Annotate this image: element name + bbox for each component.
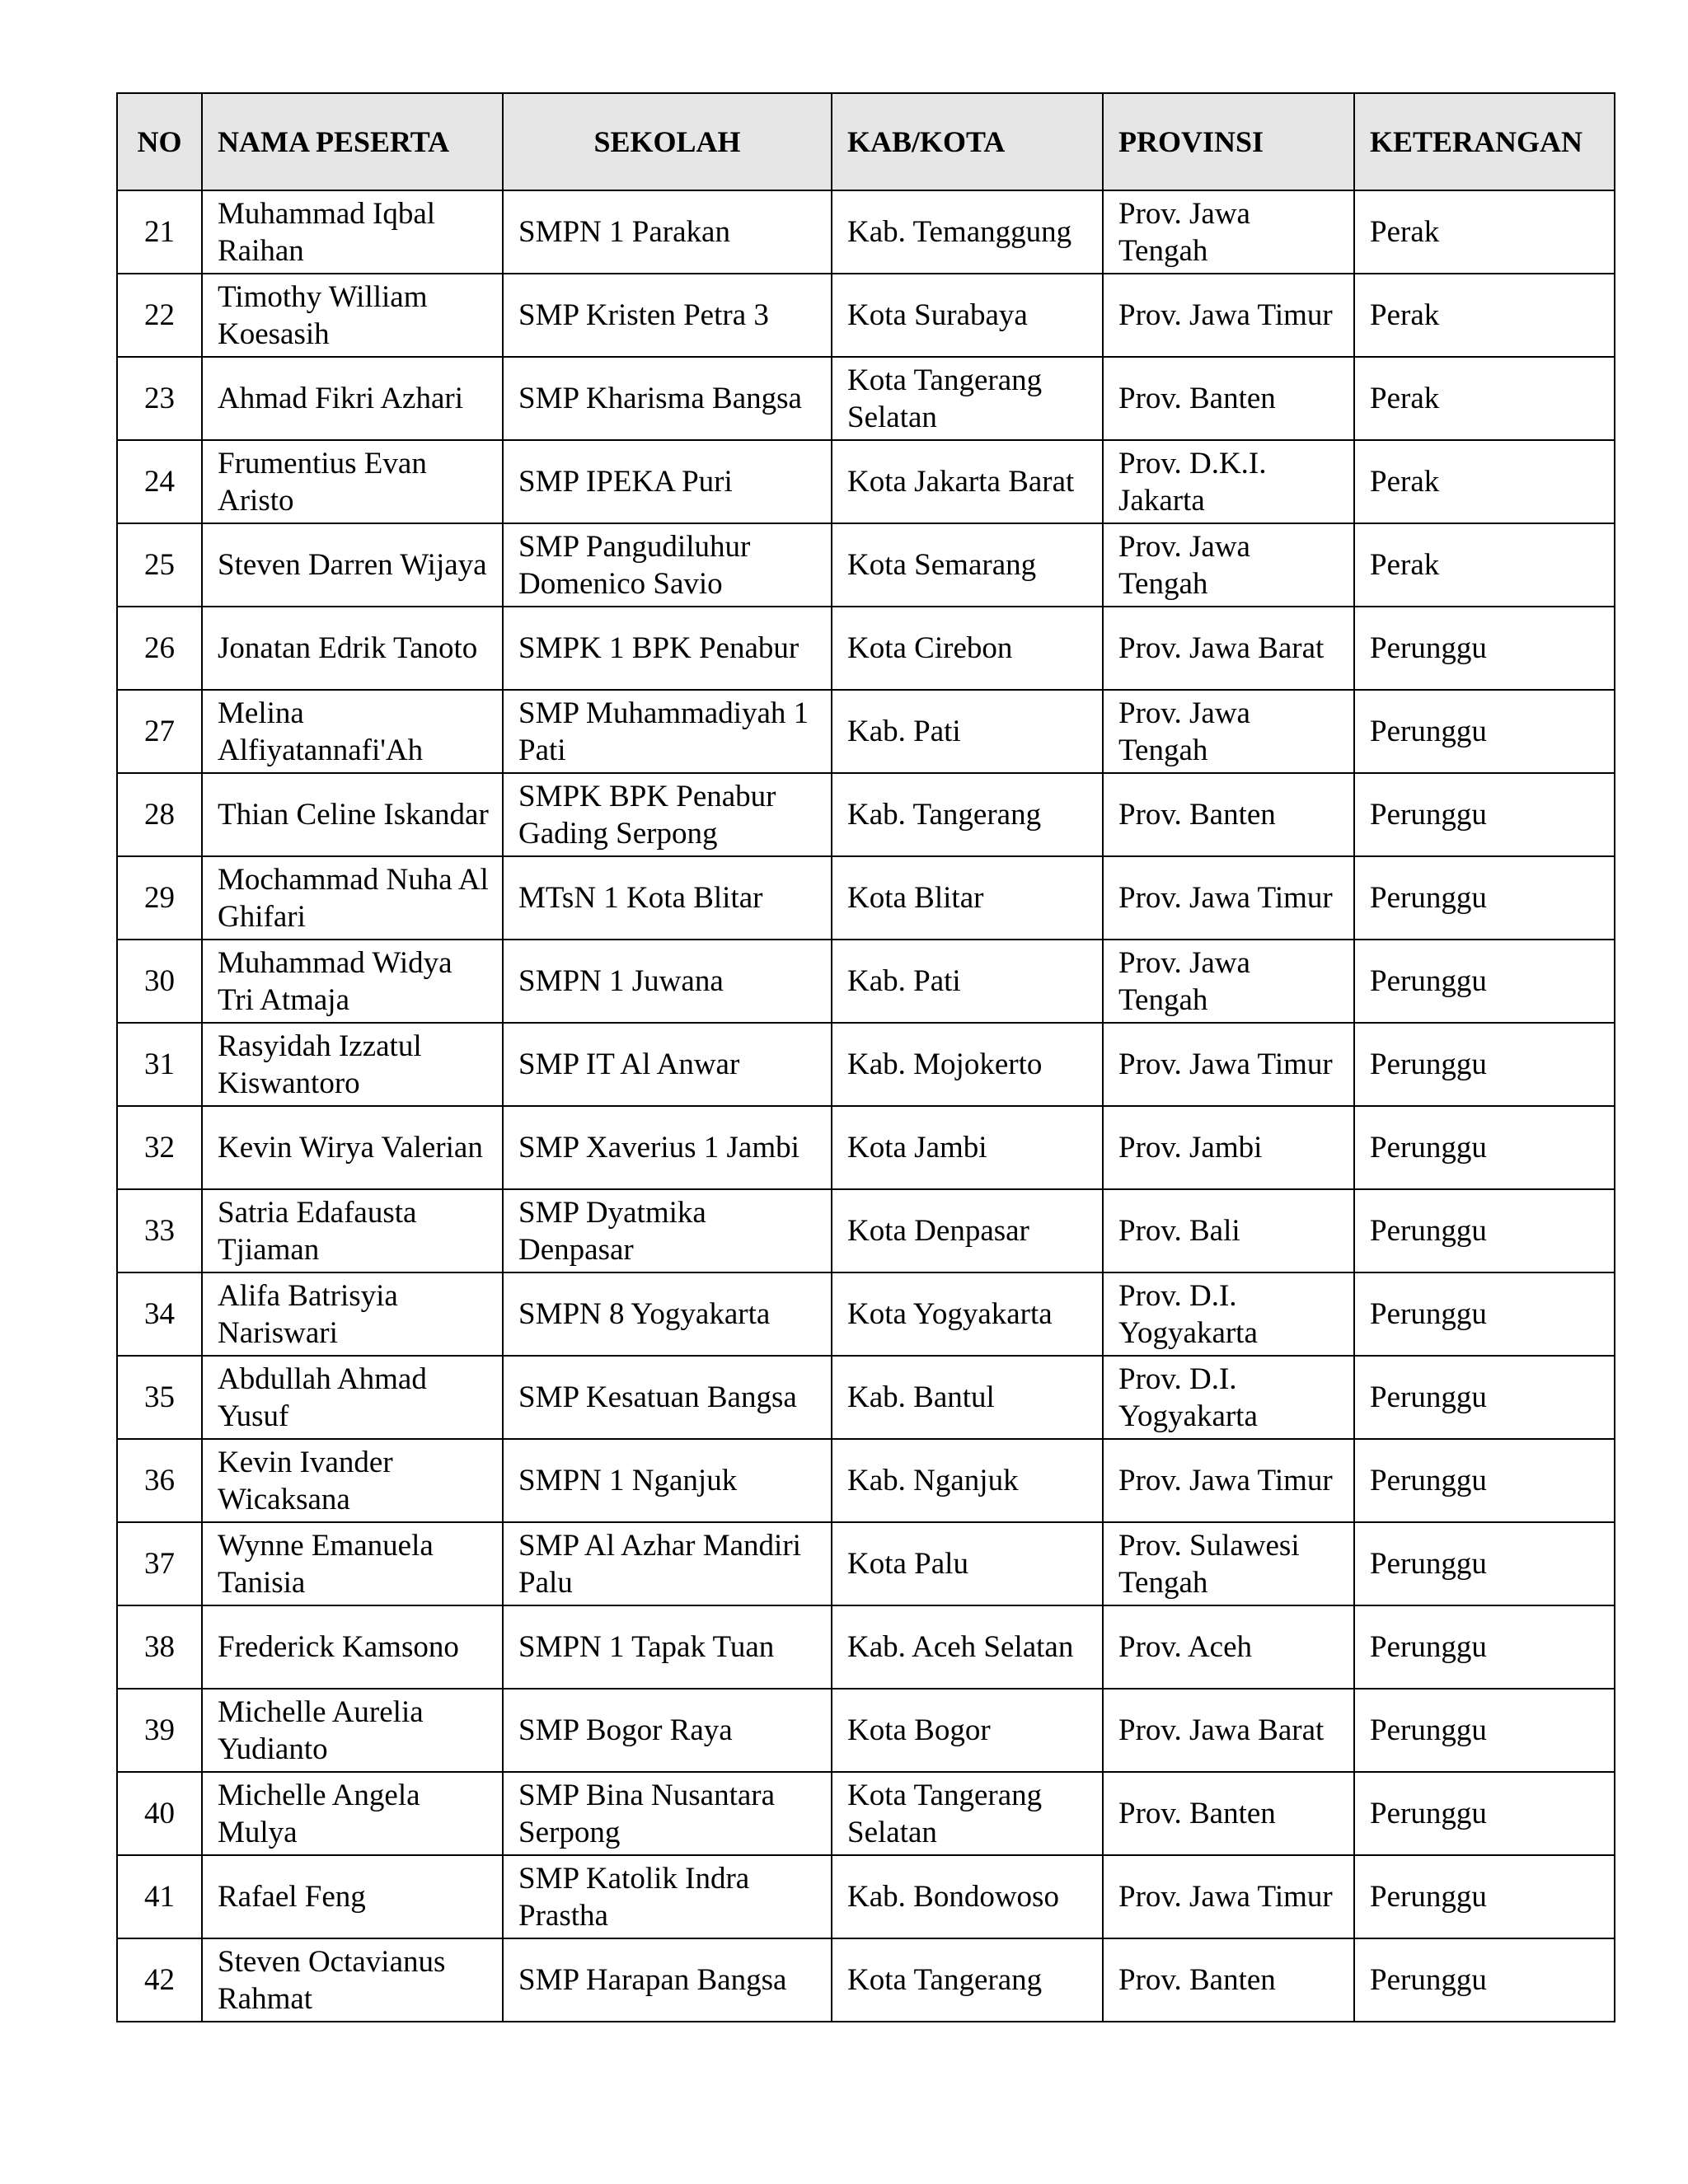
cell-no: 42 xyxy=(117,1938,202,2022)
table-row xyxy=(117,1356,1615,1439)
cell-remarks: Perunggu xyxy=(1354,1023,1615,1106)
cell-no: 21 xyxy=(117,190,202,274)
cell-participant-name: Timothy William Koesasih xyxy=(202,274,503,357)
cell-no: 36 xyxy=(117,1439,202,1522)
table-row xyxy=(117,1689,1615,1772)
cell-participant-name: Melina Alfiyatannafi'Ah xyxy=(202,690,503,773)
table-row xyxy=(117,1855,1615,1938)
cell-school: SMPK 1 BPK Penabur xyxy=(503,607,832,690)
cell-participant-name: Muhammad Iqbal Raihan xyxy=(202,190,503,274)
cell-participant-name: Michelle Angela Mulya xyxy=(202,1772,503,1855)
table-row xyxy=(117,856,1615,940)
cell-remarks: Perak xyxy=(1354,523,1615,607)
cell-province: Prov. Jawa Barat xyxy=(1103,1689,1354,1772)
cell-province: Prov. Jawa Timur xyxy=(1103,1439,1354,1522)
table-row xyxy=(117,523,1615,607)
cell-no: 26 xyxy=(117,607,202,690)
cell-no: 41 xyxy=(117,1855,202,1938)
cell-remarks: Perak xyxy=(1354,190,1615,274)
table-row xyxy=(117,1106,1615,1189)
header-remarks: KETERANGAN xyxy=(1354,93,1615,190)
cell-remarks: Perunggu xyxy=(1354,1689,1615,1772)
table-row xyxy=(117,190,1615,274)
cell-remarks: Perunggu xyxy=(1354,690,1615,773)
cell-province: Prov. D.I. Yogyakarta xyxy=(1103,1356,1354,1439)
cell-school: SMP Bogor Raya xyxy=(503,1689,832,1772)
cell-participant-name: Michelle Aurelia Yudianto xyxy=(202,1689,503,1772)
cell-school: SMPN 1 Nganjuk xyxy=(503,1439,832,1522)
cell-participant-name: Steven Octavianus Rahmat xyxy=(202,1938,503,2022)
cell-remarks: Perunggu xyxy=(1354,1855,1615,1938)
cell-school: SMPK BPK Penabur Gading Serpong xyxy=(503,773,832,856)
table-row xyxy=(117,274,1615,357)
cell-province: Prov. Banten xyxy=(1103,773,1354,856)
cell-participant-name: Steven Darren Wijaya xyxy=(202,523,503,607)
cell-regency-city: Kota Tangerang Selatan xyxy=(832,357,1103,440)
cell-remarks: Perunggu xyxy=(1354,940,1615,1023)
table-body xyxy=(117,190,1615,2022)
cell-province: Prov. Jawa Timur xyxy=(1103,1855,1354,1938)
table-row xyxy=(117,773,1615,856)
cell-no: 27 xyxy=(117,690,202,773)
table-row xyxy=(117,1189,1615,1272)
cell-school: SMP Al Azhar Mandiri Palu xyxy=(503,1522,832,1605)
cell-remarks: Perak xyxy=(1354,440,1615,523)
cell-participant-name: Alifa Batrisyia Nariswari xyxy=(202,1272,503,1356)
cell-regency-city: Kab. Pati xyxy=(832,940,1103,1023)
participants-table xyxy=(116,92,1615,2022)
cell-regency-city: Kota Jakarta Barat xyxy=(832,440,1103,523)
cell-regency-city: Kota Tangerang xyxy=(832,1938,1103,2022)
cell-participant-name: Frumentius Evan Aristo xyxy=(202,440,503,523)
cell-regency-city: Kota Tangerang Selatan xyxy=(832,1772,1103,1855)
cell-participant-name: Rafael Feng xyxy=(202,1855,503,1938)
cell-school: SMP IT Al Anwar xyxy=(503,1023,832,1106)
cell-school: SMP Pangudiluhur Domenico Savio xyxy=(503,523,832,607)
cell-school: SMP Kristen Petra 3 xyxy=(503,274,832,357)
cell-province: Prov. D.I. Yogyakarta xyxy=(1103,1272,1354,1356)
cell-participant-name: Thian Celine Iskandar xyxy=(202,773,503,856)
cell-province: Prov. Jawa Timur xyxy=(1103,274,1354,357)
cell-school: MTsN 1 Kota Blitar xyxy=(503,856,832,940)
cell-remarks: Perunggu xyxy=(1354,1772,1615,1855)
table-row xyxy=(117,1272,1615,1356)
cell-school: SMP Harapan Bangsa xyxy=(503,1938,832,2022)
table-row xyxy=(117,690,1615,773)
cell-no: 39 xyxy=(117,1689,202,1772)
cell-province: Prov. Jawa Tengah xyxy=(1103,690,1354,773)
cell-province: Prov. Jawa Tengah xyxy=(1103,190,1354,274)
cell-regency-city: Kota Denpasar xyxy=(832,1189,1103,1272)
cell-no: 24 xyxy=(117,440,202,523)
header-province: PROVINSI xyxy=(1103,93,1354,190)
cell-no: 31 xyxy=(117,1023,202,1106)
cell-school: SMP Muhammadiyah 1 Pati xyxy=(503,690,832,773)
cell-regency-city: Kab. Nganjuk xyxy=(832,1439,1103,1522)
cell-school: SMPN 1 Juwana xyxy=(503,940,832,1023)
cell-school: SMP Bina Nusantara Serpong xyxy=(503,1772,832,1855)
cell-participant-name: Wynne Emanuela Tanisia xyxy=(202,1522,503,1605)
cell-remarks: Perunggu xyxy=(1354,1272,1615,1356)
cell-remarks: Perunggu xyxy=(1354,1605,1615,1689)
cell-province: Prov. Bali xyxy=(1103,1189,1354,1272)
cell-province: Prov. Banten xyxy=(1103,1938,1354,2022)
cell-no: 38 xyxy=(117,1605,202,1689)
cell-regency-city: Kab. Bantul xyxy=(832,1356,1103,1439)
cell-province: Prov. Banten xyxy=(1103,357,1354,440)
cell-participant-name: Jonatan Edrik Tanoto xyxy=(202,607,503,690)
header-participant-name: NAMA PESERTA xyxy=(202,93,503,190)
cell-province: Prov. Sulawesi Tengah xyxy=(1103,1522,1354,1605)
cell-school: SMPN 1 Tapak Tuan xyxy=(503,1605,832,1689)
cell-remarks: Perunggu xyxy=(1354,1189,1615,1272)
table-row xyxy=(117,440,1615,523)
cell-participant-name: Kevin Ivander Wicaksana xyxy=(202,1439,503,1522)
cell-remarks: Perunggu xyxy=(1354,1522,1615,1605)
table-row xyxy=(117,1023,1615,1106)
cell-no: 37 xyxy=(117,1522,202,1605)
cell-participant-name: Rasyidah Izzatul Kiswantoro xyxy=(202,1023,503,1106)
header-row xyxy=(117,93,1615,190)
cell-no: 35 xyxy=(117,1356,202,1439)
cell-province: Prov. D.K.I. Jakarta xyxy=(1103,440,1354,523)
cell-school: SMP Katolik Indra Prastha xyxy=(503,1855,832,1938)
table-row xyxy=(117,1439,1615,1522)
cell-no: 40 xyxy=(117,1772,202,1855)
table-row xyxy=(117,1605,1615,1689)
cell-school: SMP Kharisma Bangsa xyxy=(503,357,832,440)
cell-regency-city: Kota Yogyakarta xyxy=(832,1272,1103,1356)
cell-no: 29 xyxy=(117,856,202,940)
table-row xyxy=(117,940,1615,1023)
cell-no: 23 xyxy=(117,357,202,440)
cell-regency-city: Kota Palu xyxy=(832,1522,1103,1605)
cell-regency-city: Kab. Mojokerto xyxy=(832,1023,1103,1106)
header-regency-city: KAB/KOTA xyxy=(832,93,1103,190)
cell-remarks: Perunggu xyxy=(1354,856,1615,940)
cell-school: SMPN 8 Yogyakarta xyxy=(503,1272,832,1356)
cell-school: SMP Xaverius 1 Jambi xyxy=(503,1106,832,1189)
cell-regency-city: Kota Bogor xyxy=(832,1689,1103,1772)
cell-participant-name: Ahmad Fikri Azhari xyxy=(202,357,503,440)
cell-province: Prov. Jawa Tengah xyxy=(1103,523,1354,607)
cell-regency-city: Kota Blitar xyxy=(832,856,1103,940)
cell-regency-city: Kota Surabaya xyxy=(832,274,1103,357)
cell-remarks: Perunggu xyxy=(1354,1356,1615,1439)
cell-province: Prov. Banten xyxy=(1103,1772,1354,1855)
table-row xyxy=(117,1522,1615,1605)
cell-regency-city: Kota Jambi xyxy=(832,1106,1103,1189)
cell-remarks: Perunggu xyxy=(1354,1938,1615,2022)
cell-school: SMPN 1 Parakan xyxy=(503,190,832,274)
cell-province: Prov. Jawa Tengah xyxy=(1103,940,1354,1023)
cell-province: Prov. Jawa Barat xyxy=(1103,607,1354,690)
cell-remarks: Perak xyxy=(1354,357,1615,440)
cell-no: 28 xyxy=(117,773,202,856)
cell-no: 22 xyxy=(117,274,202,357)
cell-participant-name: Satria Edafausta Tjiaman xyxy=(202,1189,503,1272)
cell-remarks: Perunggu xyxy=(1354,1439,1615,1522)
table-row xyxy=(117,357,1615,440)
cell-province: Prov. Jawa Timur xyxy=(1103,1023,1354,1106)
table-row xyxy=(117,1772,1615,1855)
table-row xyxy=(117,607,1615,690)
cell-province: Prov. Jambi xyxy=(1103,1106,1354,1189)
cell-participant-name: Muhammad Widya Tri Atmaja xyxy=(202,940,503,1023)
cell-remarks: Perunggu xyxy=(1354,607,1615,690)
cell-participant-name: Mochammad Nuha Al Ghifari xyxy=(202,856,503,940)
cell-regency-city: Kab. Temanggung xyxy=(832,190,1103,274)
header-school: SEKOLAH xyxy=(503,93,832,190)
cell-participant-name: Kevin Wirya Valerian xyxy=(202,1106,503,1189)
cell-regency-city: Kota Cirebon xyxy=(832,607,1103,690)
cell-regency-city: Kab. Pati xyxy=(832,690,1103,773)
cell-remarks: Perunggu xyxy=(1354,1106,1615,1189)
cell-province: Prov. Jawa Timur xyxy=(1103,856,1354,940)
cell-no: 32 xyxy=(117,1106,202,1189)
cell-no: 33 xyxy=(117,1189,202,1272)
cell-no: 30 xyxy=(117,940,202,1023)
cell-regency-city: Kab. Bondowoso xyxy=(832,1855,1103,1938)
cell-province: Prov. Aceh xyxy=(1103,1605,1354,1689)
cell-school: SMP Dyatmika Denpasar xyxy=(503,1189,832,1272)
cell-participant-name: Abdullah Ahmad Yusuf xyxy=(202,1356,503,1439)
cell-remarks: Perak xyxy=(1354,274,1615,357)
cell-no: 34 xyxy=(117,1272,202,1356)
cell-regency-city: Kota Semarang xyxy=(832,523,1103,607)
cell-regency-city: Kab. Aceh Selatan xyxy=(832,1605,1103,1689)
cell-regency-city: Kab. Tangerang xyxy=(832,773,1103,856)
cell-remarks: Perunggu xyxy=(1354,773,1615,856)
cell-participant-name: Frederick Kamsono xyxy=(202,1605,503,1689)
table-row xyxy=(117,1938,1615,2022)
cell-school: SMP IPEKA Puri xyxy=(503,440,832,523)
cell-school: SMP Kesatuan Bangsa xyxy=(503,1356,832,1439)
header-no: NO xyxy=(117,93,202,190)
cell-no: 25 xyxy=(117,523,202,607)
